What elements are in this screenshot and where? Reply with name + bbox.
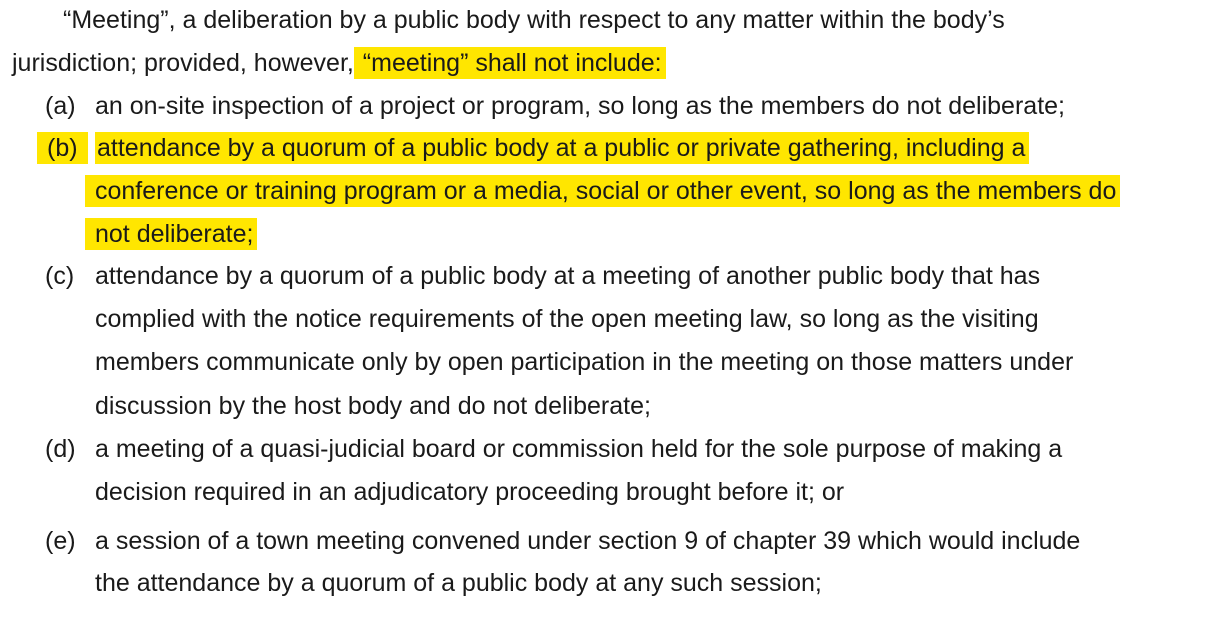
item-c-line-3 (95, 346, 1073, 378)
item-label-b (45, 132, 88, 164)
item-label-b-text: (b) (37, 132, 88, 164)
item-c-text-4: discussion by the host body and do not deliberate; (95, 392, 651, 420)
intro-line-2 (12, 47, 666, 79)
item-c-line-2 (95, 303, 1039, 335)
item-c-text-2: complied with the notice requirements of the open meeting law, so long as the visiting (95, 305, 1039, 333)
item-a-line-1 (95, 90, 1065, 122)
item-label-d: (d) (45, 435, 76, 463)
item-b-line-2 (95, 175, 1120, 207)
item-b-line-3 (95, 218, 257, 250)
item-b-text-3: not deliberate; (85, 218, 257, 250)
item-label-c: (c) (45, 262, 75, 290)
item-label-a: (a) (45, 92, 76, 120)
item-label-e: (e) (45, 527, 76, 555)
item-c-line-1 (95, 260, 1040, 292)
item-a-text: an on-site inspection of a project or program, so long as the members do not deliberate; (95, 92, 1065, 120)
intro-text-2: jurisdiction; provided, however, (12, 49, 354, 77)
intro-text-1: “Meeting”, a deliberation by a public body with respect to any matter within the body’s (63, 6, 1005, 34)
item-d-line-1 (95, 433, 1062, 465)
item-c-text-3: members communicate only by open participation in the meeting on those matters under (95, 348, 1074, 376)
item-c-line-4 (95, 390, 651, 422)
item-b-text-2: conference or training program or a media, social or other event, so long as the members do (85, 175, 1120, 207)
item-e-text-2: the attendance by a quorum of a public body at any such session; (95, 569, 822, 597)
item-e-line-2 (95, 567, 822, 599)
item-e-line-1 (95, 525, 1080, 557)
item-d-text-1: a meeting of a quasi-judicial board or commission held for the sole purpose of making a (95, 435, 1063, 463)
intro-line-1 (63, 4, 1005, 36)
item-d-line-2 (95, 476, 844, 508)
item-e-text-1: a session of a town meeting convened under section 9 of chapter 39 which would include (95, 527, 1081, 555)
item-d-text-2: decision required in an adjudicatory proceeding brought before it; or (95, 478, 845, 506)
item-c-text-1: attendance by a quorum of a public body at a meeting of another public body that has (95, 262, 1041, 290)
highlighted-phrase: “meeting” shall not include: (354, 47, 666, 79)
item-b-line-1 (95, 132, 1029, 164)
item-b-text-1: attendance by a quorum of a public body at a public or private gathering, including a (95, 132, 1029, 164)
